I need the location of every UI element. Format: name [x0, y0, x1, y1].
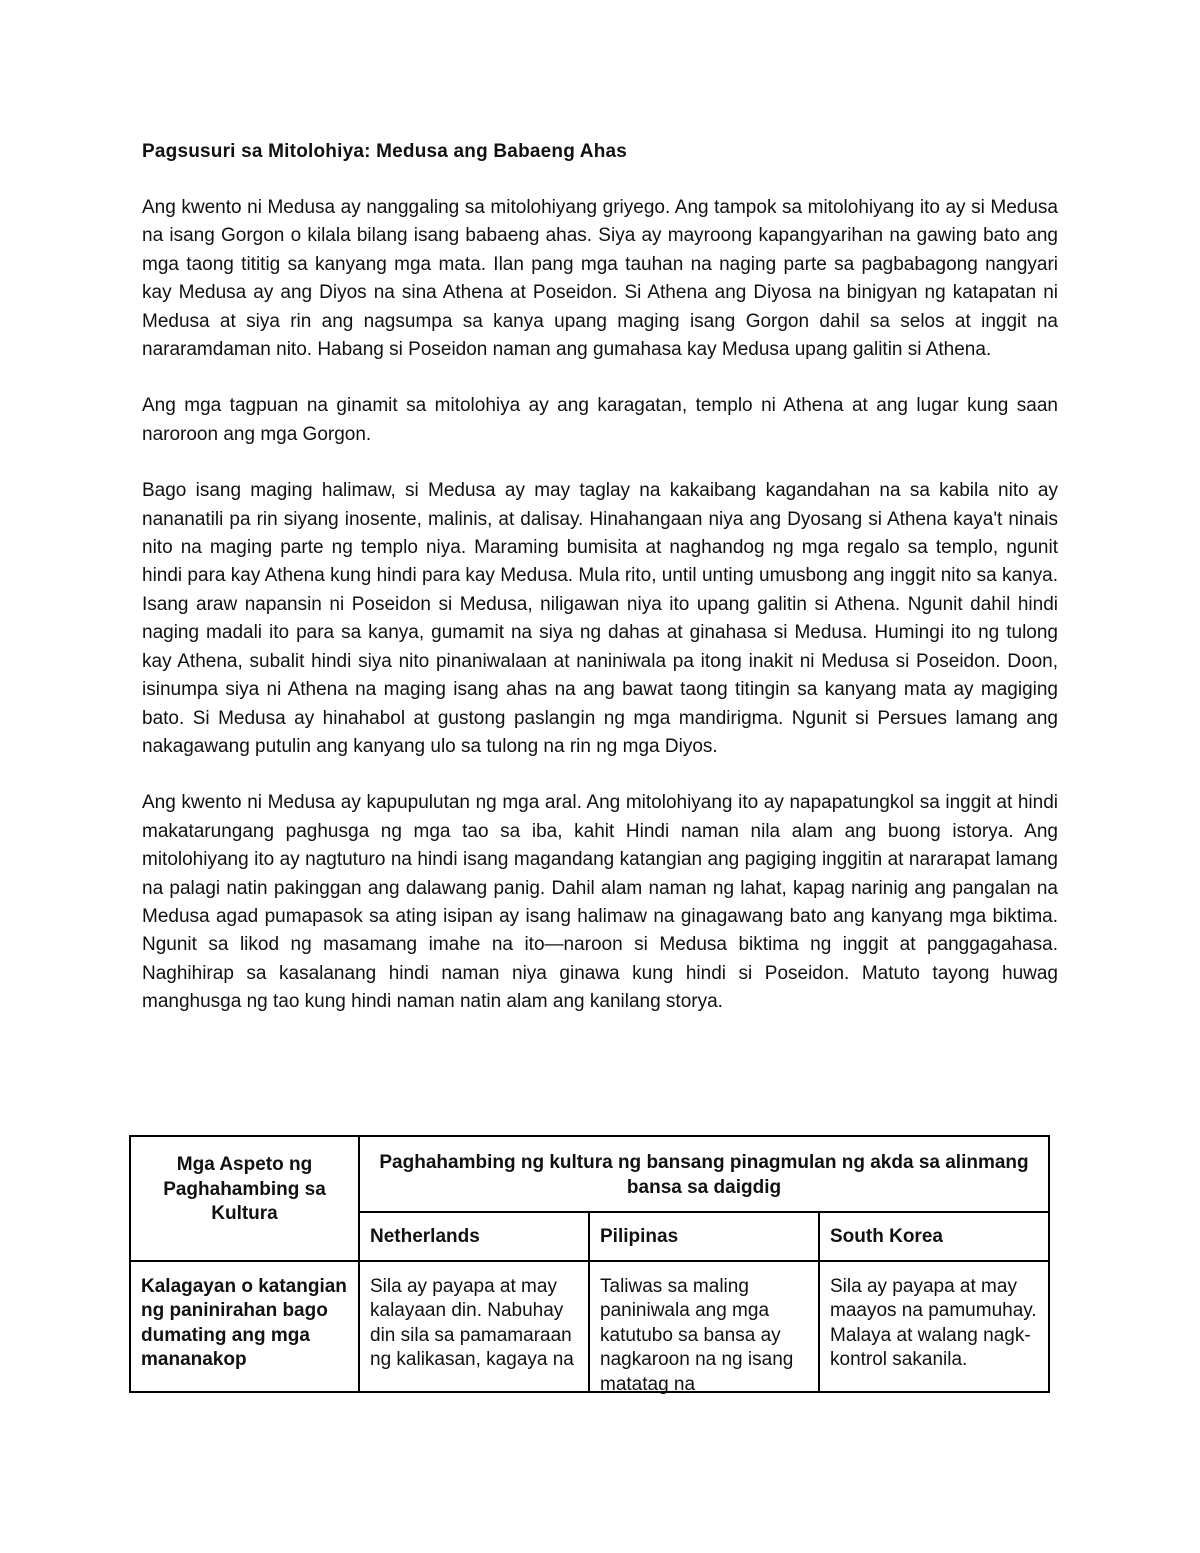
- table-row: [130, 1261, 1049, 1392]
- table-header-row: [130, 1136, 1049, 1212]
- paragraph-lesson: Ang kwento ni Medusa ay kapupulutan ng mga aral. Ang mitolohiyang ito ay napapatungkol sa inggit at hindi makatarungang paghusga ng mga tao sa iba, kahit Hindi naman nila alam ang buong istorya. Ang mitolohiyang ito ay nagtuturo na hindi isang magandang katangian ang pagiging inggitin at nararapat lamang na palagi natin pakinggan ang dalawang panig. Dahil alam naman ng lahat, kapag narinig ang pangalan na Medusa agad pumapasok sa ating isipan ay isang halimaw na ginagawang bato ang kanyang mga biktima. Ngunit sa likod ng masamang imahe na ito—naroon si Medusa biktima ng inggit at panggagahasa. Naghihirap sa kasalanang hindi naman niya ginawa kung hindi si Poseidon. Matuto tayong huwag manghusga ng tao kung hindi naman natin alam ang kanilang storya.: [142, 792, 1058, 1013]
- comparison-header: Paghahambing ng kultura ng bansang pinagmulan ng akda sa alinmang bansa sa daigdig: [359, 1136, 1049, 1212]
- paragraph-story: Bago isang maging halimaw, si Medusa ay may taglay na kakaibang kagandahan na sa kabila nito ay nananatili pa rin siyang inosente, malinis, at dalisay. Hinahangaan niya ang Dyosang si Athena kaya't ninais nito na maging parte ng templo niya. Maraming bumisita at naghandog ng mga regalo sa templo, ngunit hindi para kay Athena kung hindi para kay Medusa. Mula rito, until unting umusbong ang inggit nito sa kanya. Isang araw napansin ni Poseidon si Medusa, niligawan niya ito upang galitin si Athena. Ngunit dahil hindi naging madali ito para sa kanya, gumamit na siya ng dahas at ginahasa si Medusa. Humingi ito ng tulong kay Athena, subalit hindi siya nito pinaniwalaan at naniniwala pa itong inakit ni Medusa si Poseidon. Doon, isinumpa siya ni Athena na maging isang ahas na ang bawat taong titingin sa kanyang mata ay magiging bato. Si Medusa ay hinahabol at gustong paslangin ng mga mandirigma. Ngunit si Persues lamang ang nakagawang putulin ang kanyang ulo sa tulong na rin ng mga Diyos.: [142, 480, 1058, 757]
- row-label: Kalagayan o katangian ng paninirahan bago dumating ang mga mananakop: [130, 1261, 359, 1392]
- paragraph-intro: Ang kwento ni Medusa ay nanggaling sa mitolohiyang griyego. Ang tampok sa mitolohiyang ito ay si Medusa na isang Gorgon o kilala bilang isang babaeng ahas. Siya ay mayroong kapangyarihan na gawing bato ang mga taong tititig sa kanyang mga mata. Ilan pang mga tauhan na naging parte sa pagbabagong nangyari kay Medusa ay ang Diyos na sina Athena at Poseidon. Si Athena ang Diyosa na binigyan ng katapatan ni Medusa at siya rin ang nagsumpa sa kanya upang maging isang Gorgon dahil sa selos at inggit na nararamdaman nito. Habang si Poseidon naman ang gumahasa kay Medusa upang galitin si Athena.: [142, 197, 1058, 361]
- cell-pilipinas: [589, 1261, 819, 1395]
- cell-text: Taliwas sa maling paniniwala ang mga katutubo sa bansa ay nagkaroon na ng isang matatag na: [600, 1275, 794, 1395]
- cell-text: Sila ay payapa at may kalayaan din. Nabuhay din sila sa pamamaraan ng kalikasan, kagaya na: [370, 1275, 574, 1370]
- cell-text: Sila ay payapa at may maayos na pamumuhay. Malaya at walang nagk-kontrol sakanila.: [830, 1275, 1037, 1370]
- country-header-netherlands: Netherlands: [359, 1212, 589, 1261]
- country-header-south-korea: South Korea: [819, 1212, 1049, 1261]
- aspect-header: Mga Aspeto ng Paghahambing sa Kultura: [130, 1136, 359, 1261]
- document-title: Pagsusuri sa Mitolohiya: Medusa ang Babaeng Ahas: [142, 141, 628, 162]
- document-body: [142, 138, 1058, 1045]
- cell-south-korea: [819, 1261, 1049, 1392]
- culture-comparison-table: [129, 1135, 1050, 1393]
- cell-netherlands: [359, 1261, 589, 1392]
- country-header-pilipinas: Pilipinas: [589, 1212, 819, 1261]
- paragraph-setting: Ang mga tagpuan na ginamit sa mitolohiya ay ang karagatan, templo ni Athena at ang lugar kung saan naroroon ang mga Gorgon.: [142, 395, 1058, 445]
